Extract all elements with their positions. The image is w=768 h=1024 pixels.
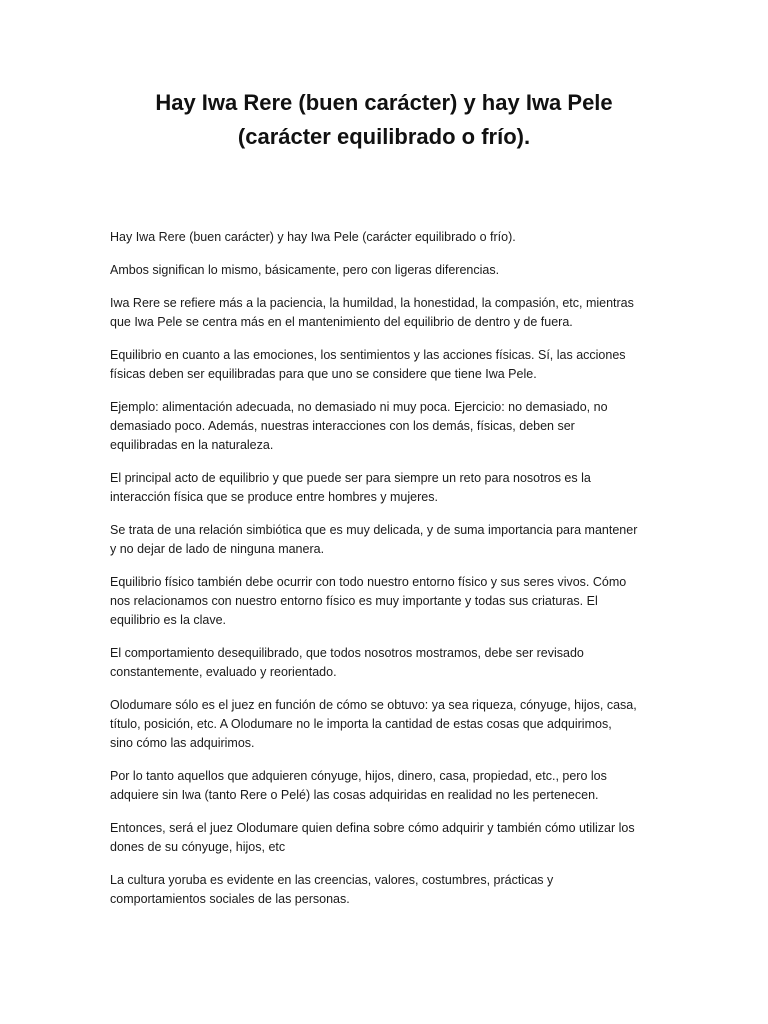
paragraph-10: Olodumare sólo es el juez en función de cómo se obtuvo: ya sea riqueza, cónyuge, hijos, casa, título, posición, etc. A Olodumare no le importa la cantidad de estas cosas que adquirimos, sino cómo las adquirimos. bbox=[110, 698, 637, 750]
paragraph-4: Equilibrio en cuanto a las emociones, los sentimientos y las acciones físicas. Sí, las acciones físicas deben ser equilibradas para que uno se considere que tiene Iwa Pele. bbox=[110, 348, 626, 381]
paragraph-9: El comportamiento desequilibrado, que todos nosotros mostramos, debe ser revisado constantemente, evaluado y reorientado. bbox=[110, 646, 584, 679]
paragraph-11: Por lo tanto aquellos que adquieren cónyuge, hijos, dinero, casa, propiedad, etc., pero los adquiere sin Iwa (tanto Rere o Pelé) las cosas adquiridas en realidad no les pertenecen. bbox=[110, 769, 607, 802]
paragraph-1: Hay Iwa Rere (buen carácter) y hay Iwa Pele (carácter equilibrado o frío). bbox=[110, 230, 516, 244]
paragraph-2: Ambos significan lo mismo, básicamente, pero con ligeras diferencias. bbox=[110, 263, 500, 277]
paragraph-8: Equilibrio físico también debe ocurrir con todo nuestro entorno físico y sus seres vivos. Cómo nos relacionamos con nuestro entorno físico es muy importante y todas sus criaturas. El equilibrio es la clave. bbox=[110, 575, 627, 627]
paragraph-12: Entonces, será el juez Olodumare quien defina sobre cómo adquirir y también cómo utilizar los dones de su cónyuge, hijos, etc bbox=[110, 821, 635, 854]
document-title: Hay Iwa Rere (buen carácter) y hay Iwa Pele (carácter equilibrado o frío). bbox=[155, 90, 613, 149]
paragraph-3: Iwa Rere se refiere más a la paciencia, la humildad, la honestidad, la compasión, etc, mientras que Iwa Pele se centra más en el mantenimiento del equilibrio de dentro y de fuera. bbox=[110, 296, 634, 329]
paragraph-7: Se trata de una relación simbiótica que es muy delicada, y de suma importancia para mantener y no dejar de lado de ninguna manera. bbox=[110, 523, 638, 556]
paragraph-6: El principal acto de equilibrio y que puede ser para siempre un reto para nosotros es la interacción física que se produce entre hombres y mujeres. bbox=[110, 471, 591, 504]
paragraph-13: La cultura yoruba es evidente en las creencias, valores, costumbres, prácticas y comportamientos sociales de las personas. bbox=[110, 873, 554, 906]
document-body bbox=[110, 228, 662, 923]
paragraph-5: Ejemplo: alimentación adecuada, no demasiado ni muy poca. Ejercicio: no demasiado, no demasiado poco. Además, nuestras interacciones con los demás, físicas, deben ser equilibradas en la naturaleza. bbox=[110, 400, 608, 452]
